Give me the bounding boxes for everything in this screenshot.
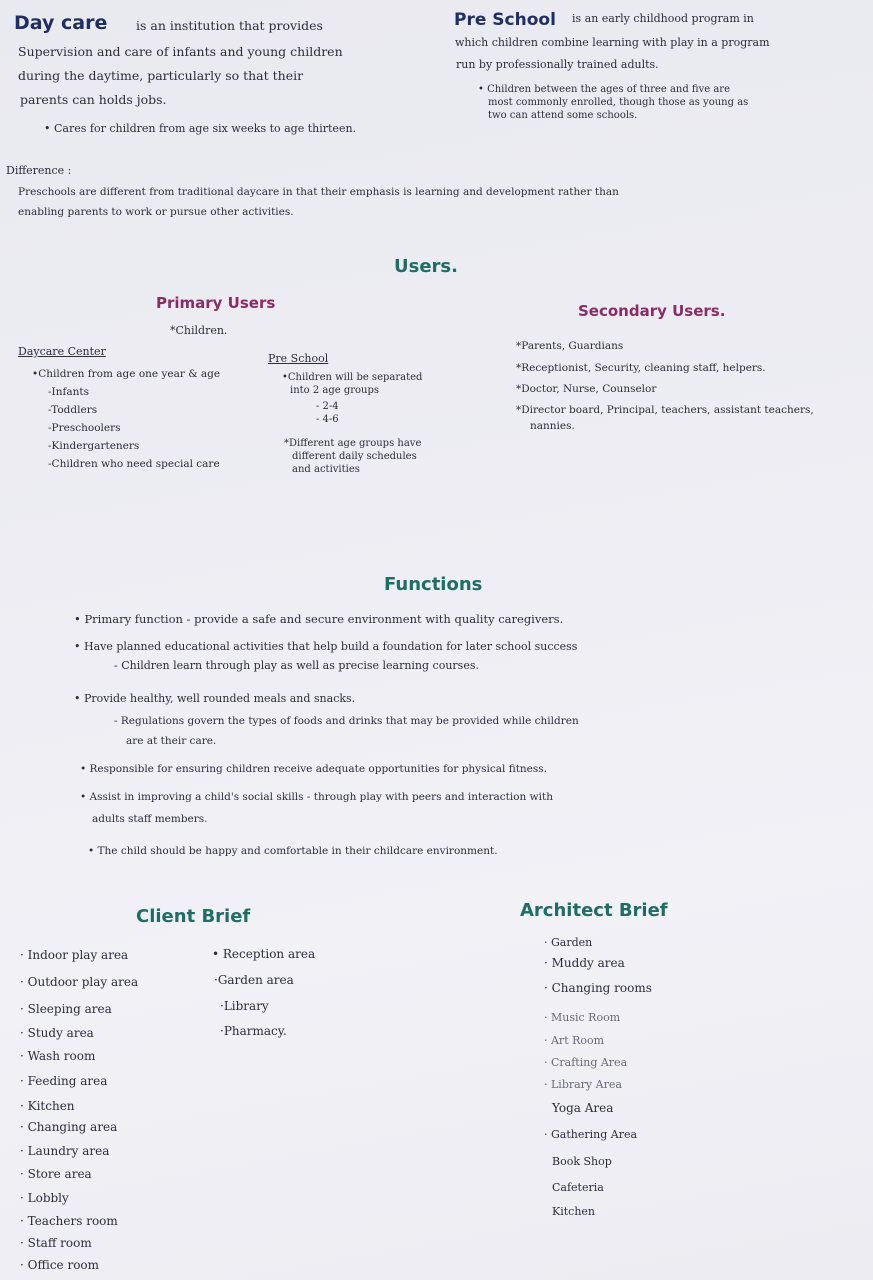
daycare-line: parents can holds jobs. bbox=[20, 92, 167, 107]
client-brief-title: Client Brief bbox=[136, 906, 251, 927]
client-brief-item: · Study area bbox=[20, 1026, 94, 1040]
client-brief-item: ·Library bbox=[220, 999, 269, 1013]
secondary-users-item: nannies. bbox=[530, 420, 575, 432]
client-brief-item: · Staff room bbox=[20, 1236, 92, 1250]
client-brief-item: · Office room bbox=[20, 1258, 100, 1272]
secondary-users-title: Secondary Users. bbox=[578, 302, 726, 320]
preschool-users-item: into 2 age groups bbox=[290, 385, 380, 396]
client-brief-item: · Teachers room bbox=[20, 1214, 118, 1228]
client-brief-item: · Kitchen bbox=[20, 1099, 75, 1113]
client-brief-item: · Wash room bbox=[20, 1049, 96, 1063]
daycare-line: Supervision and care of infants and young children bbox=[18, 44, 343, 59]
daycare-center-item: -Infants bbox=[48, 386, 89, 398]
preschool-term: Pre School bbox=[454, 10, 556, 30]
function-item: adults staff members. bbox=[92, 813, 208, 825]
client-brief-item: · Outdoor play area bbox=[20, 975, 139, 989]
preschool-line: run by professionally trained adults. bbox=[456, 58, 659, 71]
daycare-center-item: -Preschoolers bbox=[48, 422, 121, 434]
secondary-users-item: *Parents, Guardians bbox=[516, 340, 624, 352]
architect-brief-item: · Library Area bbox=[544, 1078, 622, 1091]
client-brief-item: · Feeding area bbox=[20, 1074, 108, 1088]
daycare-center-item: -Children who need special care bbox=[48, 458, 220, 470]
function-item: - Regulations govern the types of foods and drinks that may be provided while children bbox=[114, 715, 579, 727]
client-brief-item: · Sleeping area bbox=[20, 1002, 112, 1016]
preschool-bullet-line: two can attend some schools. bbox=[488, 110, 638, 121]
primary-users-title: Primary Users bbox=[156, 294, 276, 312]
preschool-users-note: *Different age groups have bbox=[284, 438, 422, 449]
client-brief-item: • Reception area bbox=[212, 947, 316, 961]
client-brief-item: · Indoor play area bbox=[20, 948, 129, 962]
daycare-center-item: •Children from age one year & age bbox=[32, 368, 221, 380]
secondary-users-item: *Receptionist, Security, cleaning staff, helpers. bbox=[516, 362, 766, 374]
architect-brief-item: · Gathering Area bbox=[544, 1128, 638, 1141]
client-brief-item: ·Garden area bbox=[214, 973, 294, 987]
architect-brief-item: · Changing rooms bbox=[544, 981, 652, 995]
difference-line: Preschools are different from traditional daycare in that their emphasis is learning and development rather than bbox=[18, 186, 619, 198]
architect-brief-item: Yoga Area bbox=[552, 1101, 614, 1115]
function-item: are at their care. bbox=[126, 735, 217, 747]
daycare-line: during the daytime, particularly so that their bbox=[18, 68, 304, 83]
architect-brief-item: Kitchen bbox=[552, 1205, 595, 1218]
architect-brief-item: · Garden bbox=[544, 936, 593, 949]
daycare-line: is an institution that provides bbox=[136, 18, 323, 33]
preschool-users-note: and activities bbox=[292, 464, 360, 475]
difference-line: enabling parents to work or pursue other activities. bbox=[18, 206, 294, 218]
preschool-bullet-line: • Children between the ages of three and five are bbox=[478, 84, 730, 95]
architect-brief-item: Cafeteria bbox=[552, 1181, 604, 1194]
daycare-bullet: • Cares for children from age six weeks to age thirteen. bbox=[44, 122, 357, 135]
users-title: Users. bbox=[394, 256, 458, 277]
daycare-center-item: -Toddlers bbox=[48, 404, 98, 416]
architect-brief-title: Architect Brief bbox=[520, 900, 668, 921]
client-brief-item: · Laundry area bbox=[20, 1144, 110, 1158]
function-item: • Provide healthy, well rounded meals and snacks. bbox=[74, 692, 356, 705]
client-brief-item: ·Pharmacy. bbox=[220, 1024, 287, 1038]
client-brief-item: · Lobbly bbox=[20, 1191, 69, 1205]
function-item: • Assist in improving a child's social skills - through play with peers and interaction with bbox=[80, 791, 553, 803]
secondary-users-item: *Doctor, Nurse, Counselor bbox=[516, 383, 657, 395]
function-item: • Responsible for ensuring children receive adequate opportunities for physical fitness. bbox=[80, 763, 548, 775]
function-item: • The child should be happy and comfortable in their childcare environment. bbox=[88, 845, 498, 857]
preschool-line: is an early childhood program in bbox=[572, 12, 754, 25]
architect-brief-item: · Muddy area bbox=[544, 956, 625, 970]
preschool-users-item: - 2-4 bbox=[316, 401, 339, 412]
daycare-center-item: -Kindergarteners bbox=[48, 440, 140, 452]
architect-brief-item: Book Shop bbox=[552, 1155, 612, 1168]
secondary-users-item: *Director board, Principal, teachers, assistant teachers, bbox=[516, 404, 814, 416]
preschool-users-item: - 4-6 bbox=[316, 414, 339, 425]
preschool-users-item: •Children will be separated bbox=[282, 372, 423, 383]
function-item: - Children learn through play as well as precise learning courses. bbox=[114, 659, 479, 672]
function-item: • Primary function - provide a safe and secure environment with quality caregivers. bbox=[74, 612, 564, 626]
preschool-users-title: Pre School bbox=[268, 352, 329, 365]
architect-brief-item: · Music Room bbox=[544, 1011, 621, 1024]
primary-children: *Children. bbox=[170, 324, 228, 337]
preschool-line: which children combine learning with play in a program bbox=[455, 36, 770, 49]
preschool-bullet-line: most commonly enrolled, though those as young as bbox=[488, 97, 749, 108]
client-brief-item: · Store area bbox=[20, 1167, 92, 1181]
architect-brief-item: · Art Room bbox=[544, 1034, 605, 1047]
daycare-term: Day care bbox=[14, 12, 108, 34]
architect-brief-item: · Crafting Area bbox=[544, 1056, 628, 1069]
functions-title: Functions bbox=[384, 574, 483, 595]
daycare-center-title: Daycare Center bbox=[18, 345, 106, 358]
client-brief-item: · Changing area bbox=[20, 1120, 118, 1134]
difference-label: Difference : bbox=[6, 164, 72, 177]
preschool-users-note: different daily schedules bbox=[292, 451, 417, 462]
function-item: • Have planned educational activities that help build a foundation for later school success bbox=[74, 640, 578, 653]
